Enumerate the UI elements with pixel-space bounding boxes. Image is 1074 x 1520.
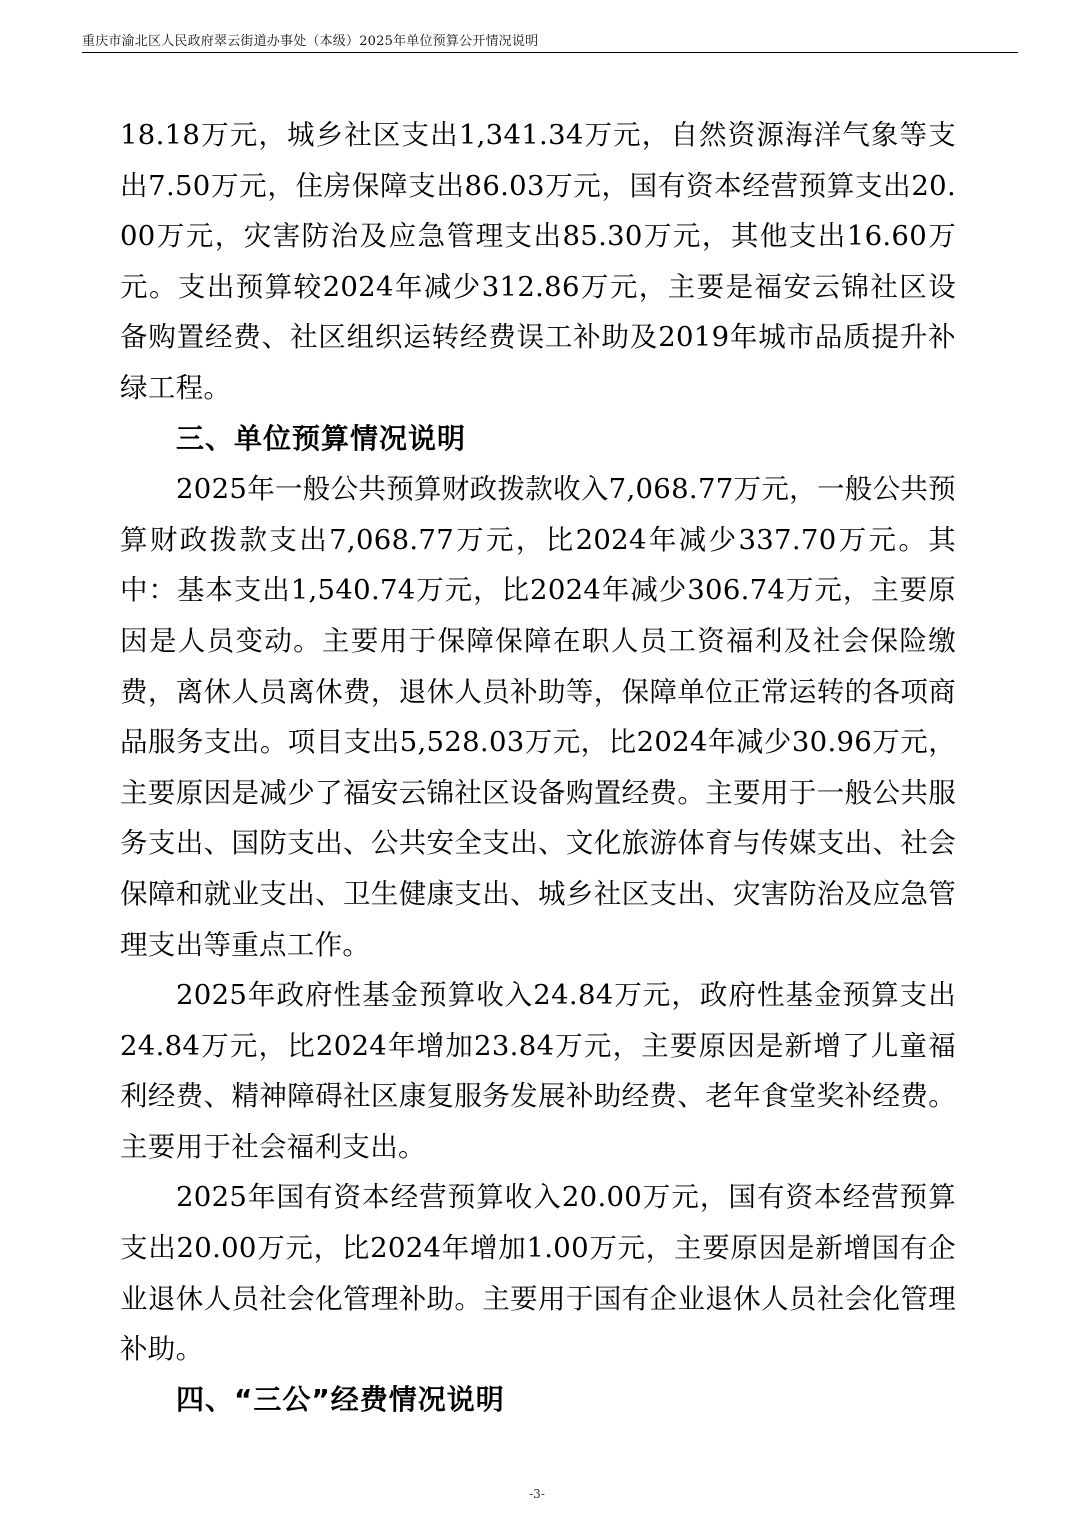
document-body (120, 110, 956, 1425)
section-heading-unit-budget: 三、单位预算情况说明 (176, 421, 467, 455)
running-header-title: 重庆市渝北区人民政府翠云街道办事处（本级）2025年单位预算公开情况说明 (82, 34, 539, 49)
paragraph-state-capital-budget: 2025年国有资本经营预算收入20.00万元，国有资本经营预算支出20.00万元，比2024年增加1.00万元，主要原因是新增国有企业退休人员社会化管理补助。主要用于国有企业退休人员社会化管理补助。 (120, 1181, 956, 1366)
paragraph-expenditure-continued: 18.18万元，城乡社区支出1,341.34万元，自然资源海洋气象等支出7.50万元，住房保障支出86.03万元，国有资本经营预算支出20.00万元，灾害防治及应急管理支出85.30万元，其他支出16.60万元。支出预算较2024年减少312.86万元，主要是福安云锦社区设备购置经费、社区组织运转经费误工补助及2019年城市品质提升补绿工程。 (120, 119, 956, 404)
paragraph-general-public-budget: 2025年一般公共预算财政拨款收入7,068.77万元，一般公共预算财政拨款支出7,068.77万元，比2024年减少337.70万元。其中：基本支出1,540.74万元，比2024年减少306.74万元，主要原因是人员变动。主要用于保障保障在职人员工资福利及社会保险缴费，离休人员离休费，退休人员补助等，保障单位正常运转的各项商品服务支出。项目支出5,528.03万元，比2024年减少30.96万元，主要原因是减少了福安云锦社区设备购置经费。主要用于一般公共服务支出、国防支出、公共安全支出、文化旅游体育与传媒支出、社会保障和就业支出、卫生健康支出、城乡社区支出、灾害防治及应急管理支出等重点工作。 (120, 473, 956, 961)
paragraph-government-fund-budget: 2025年政府性基金预算收入24.84万元，政府性基金预算支出24.84万元，比2024年增加23.84万元，主要原因是新增了儿童福利经费、精神障碍社区康复服务发展补助经费、老年食堂奖补经费。主要用于社会福利支出。 (120, 979, 956, 1163)
page-number: -3- (529, 1487, 545, 1501)
section-heading-three-public-expenses: 四、“三公”经费情况说明 (176, 1382, 505, 1416)
header-rule (82, 52, 1018, 53)
